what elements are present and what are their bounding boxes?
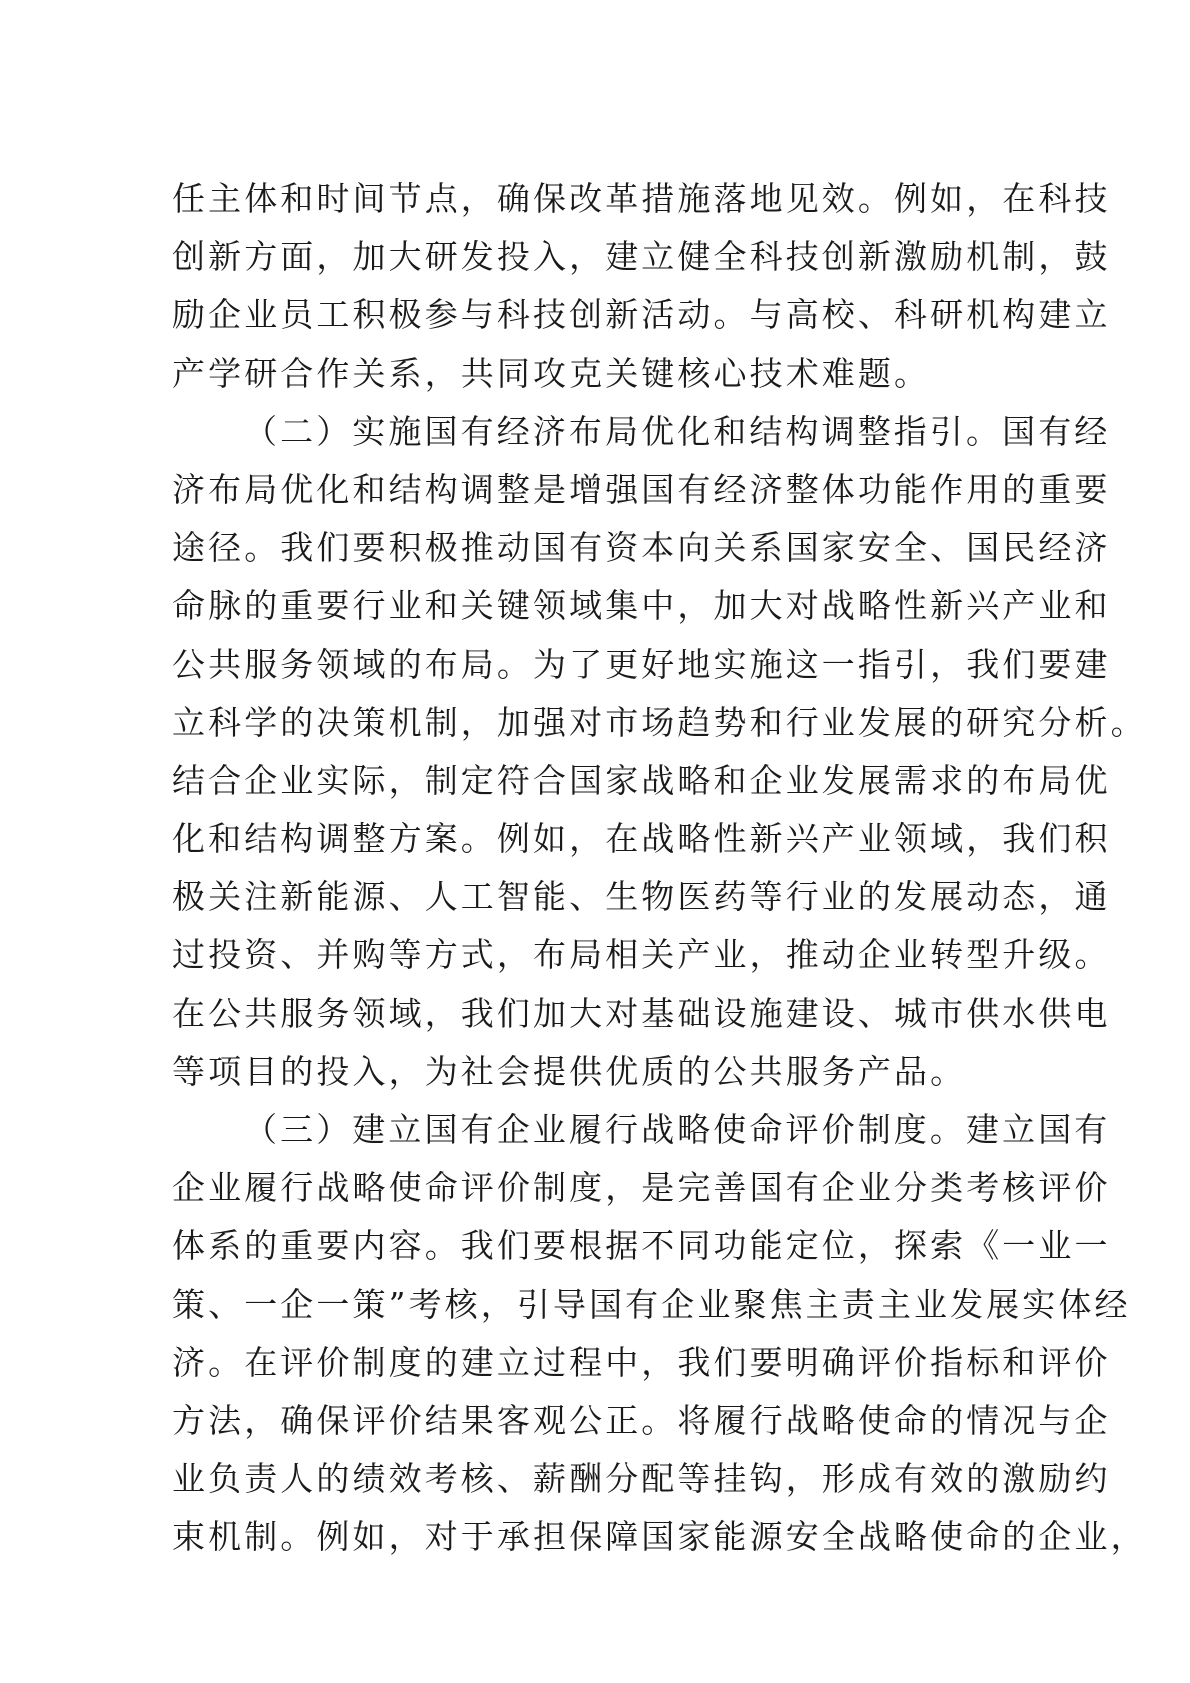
- text-line: 济布局优化和结构调整是增强国有经济整体功能作用的重要: [172, 469, 1111, 509]
- text-line: 过投资、并购等方式，布局相关产业，推动企业转型升级。: [172, 935, 1111, 975]
- text-line: 结合企业实际，制定符合国家战略和企业发展需求的布局优: [172, 760, 1111, 800]
- text-line: 励企业员工积极参与科技创新活动。与高校、科研机构建立: [172, 295, 1111, 335]
- text-line: 极关注新能源、人工智能、生物医药等行业的发展动态，通: [172, 877, 1111, 917]
- text-line: 等项目的投入，为社会提供优质的公共服务产品。: [172, 1051, 967, 1091]
- section-heading-line: （三）建立国有企业履行战略使命评价制度。建立国有: [244, 1110, 1111, 1149]
- text-line: 济。在评价制度的建立过程中，我们要明确评价指标和评价: [172, 1342, 1111, 1382]
- text-line: 方法，确保评价结果客观公正。将履行战略使命的情况与企: [172, 1400, 1111, 1440]
- text-line: 化和结构调整方案。例如，在战略性新兴产业领域，我们积: [172, 819, 1111, 859]
- text-line: 途径。我们要积极推动国有资本向关系国家安全、国民经济: [172, 528, 1111, 568]
- text-line: 任主体和时间节点，确保改革措施落地见效。例如，在科技: [172, 179, 1111, 218]
- text-line: 立科学的决策机制，加强对市场趋势和行业发展的研究分析。: [172, 702, 1147, 742]
- text-line: 产学研合作关系，共同攻克关键核心技术难题。: [172, 353, 931, 393]
- body-text: [172, 170, 1147, 1567]
- text-line: 公共服务领域的布局。为了更好地实施这一指引，我们要建: [172, 644, 1111, 684]
- section-heading-line: （二）实施国有经济布局优化和结构调整指引。国有经: [244, 411, 1111, 451]
- text-line: 在公共服务领域，我们加大对基础设施建设、城市供水供电: [172, 993, 1111, 1033]
- text-line: 企业履行战略使命评价制度，是完善国有企业分类考核评价: [172, 1168, 1111, 1208]
- text-line: 命脉的重要行业和关键领域集中，加大对战略性新兴产业和: [172, 586, 1111, 626]
- text-line: 束机制。例如，对于承担保障国家能源安全战略使命的企业，: [172, 1517, 1147, 1557]
- text-line: 业负责人的绩效考核、薪酬分配等挂钩，形成有效的激励约: [172, 1459, 1111, 1499]
- text-line: 体系的重要内容。我们要根据不同功能定位，探索《一业一: [172, 1226, 1111, 1266]
- text-line: 创新方面，加大研发投入，建立健全科技创新激励机制，鼓: [172, 237, 1111, 277]
- text-line: 策、一企一策”考核，引导国有企业聚焦主责主业发展实体经: [172, 1284, 1131, 1324]
